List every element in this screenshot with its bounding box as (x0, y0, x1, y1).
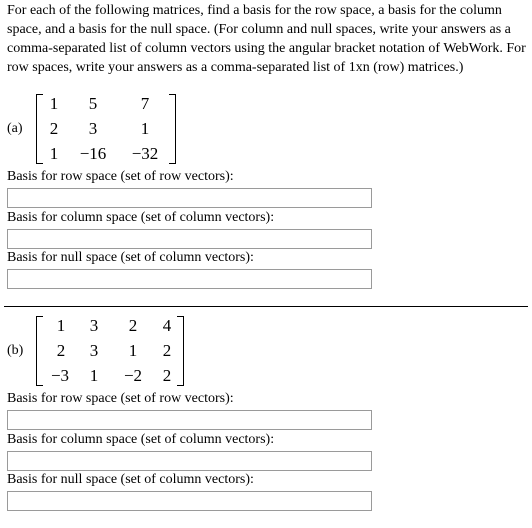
column-space-input-b[interactable] (7, 451, 372, 471)
matrix-a-right-bracket (169, 94, 176, 164)
matrix-a-cell: 7 (140, 94, 150, 113)
matrix-b-cell: 2 (128, 316, 138, 335)
matrix-b-cell: 2 (162, 366, 172, 385)
matrix-b (36, 316, 184, 386)
part-a-label: (a) (7, 121, 23, 136)
column-space-input-a[interactable] (7, 229, 372, 249)
matrix-a-cell: −32 (131, 144, 159, 163)
problem-divider (4, 306, 528, 307)
matrix-b-right-bracket (177, 316, 184, 386)
matrix-b-cell: 3 (89, 341, 99, 360)
part-b-label: (b) (7, 343, 24, 358)
matrix-a-cell: 2 (49, 119, 59, 138)
matrix-a-cell: 1 (140, 119, 150, 138)
matrix-b-cell: −2 (123, 366, 143, 385)
matrix-b-cell: 2 (162, 341, 172, 360)
row-space-label-a: Basis for row space (set of row vectors): (7, 169, 234, 184)
row-space-input-a[interactable] (7, 188, 372, 208)
null-space-input-b[interactable] (7, 491, 372, 511)
row-space-label-b: Basis for row space (set of row vectors): (7, 391, 234, 406)
row-space-input-b[interactable] (7, 410, 372, 430)
matrix-b-cell: 3 (89, 316, 99, 335)
column-space-label-b: Basis for column space (set of column vectors): (7, 432, 275, 447)
null-space-label-a: Basis for null space (set of column vectors): (7, 250, 254, 265)
matrix-a-cell: 3 (88, 119, 98, 138)
matrix-b-cell: 4 (162, 316, 172, 335)
problem-instructions: For each of the following matrices, find a basis for the row space, a basis for the column space, and a basis for the null space. (For column and null spaces, write your answers as a comma-separated list of column vectors using the angular bracket notation of WebWork. For row spaces, write your answers as a comma-separated list of 1xn (row) matrices.) (7, 3, 526, 75)
matrix-a-cell: 1 (49, 94, 59, 113)
matrix-b-cell: 2 (56, 341, 66, 360)
matrix-a-cell: 5 (88, 94, 98, 113)
matrix-a-cell: −16 (79, 144, 107, 163)
null-space-label-b: Basis for null space (set of column vectors): (7, 472, 254, 487)
matrix-b-cell: 1 (128, 341, 138, 360)
matrix-a (36, 94, 176, 164)
matrix-a-cell: 1 (49, 144, 59, 163)
matrix-b-cell: 1 (56, 316, 66, 335)
matrix-b-cell: 1 (89, 366, 99, 385)
null-space-input-a[interactable] (7, 269, 372, 289)
column-space-label-a: Basis for column space (set of column vectors): (7, 210, 275, 225)
matrix-b-cell: −3 (50, 366, 70, 385)
